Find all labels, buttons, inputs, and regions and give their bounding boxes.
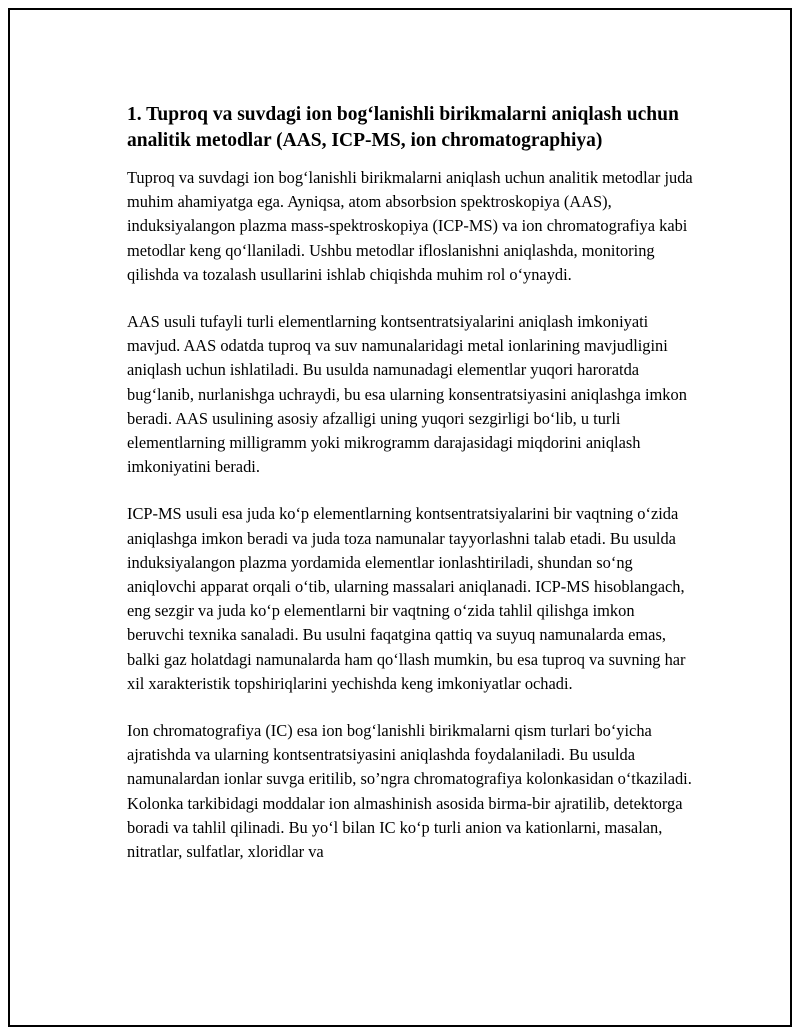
paragraph-aas: AAS usuli tufayli turli elementlarning kontsentratsiyalarini aniqlash imkoniyati mavjud. AAS odatda tuproq va suv namunalaridagi metal ionlarining mavjudligini aniqlash uchun ishlatiladi. Bu usulda namunadagi elementlar yuqori haroratda bug‘lanib, nurlanishga uchraydi, bu esa ularning konsentratsiyasini aniqlashga imkon beradi. AAS usulining asosiy afzalligi uning yuqori sezgirligi bo‘lib, u turli elementlarning milligramm yoki mikrogramm darajasidagi miqdorini aniqlash imkoniyatini beradi. [127, 312, 687, 477]
paragraph-intro: Tuproq va suvdagi ion bog‘lanishli birikmalarni aniqlash uchun analitik metodlar juda muhim ahamiyatga ega. Ayniqsa, atom absorbsion spektroskopiya (AAS), induksiyalangon plazma mass-spektroskopiya (ICP-MS) va ion chromatografiya kabi metodlar keng qo‘llaniladi. Ushbu metodlar ifloslanishni aniqlashda, monitoring qilishda va tozalash usullarini ishlab chiqishda muhim rol o‘ynaydi. [127, 168, 693, 284]
page-frame [8, 8, 792, 1027]
document-body [127, 102, 693, 887]
section-heading: 1. Tuproq va suvdagi ion bog‘lanishli birikmalarni aniqlash uchun analitik metodlar (AAS, ICP-MS, ion chromatographiya) [127, 104, 679, 151]
paragraph-ion-chromatography: Ion chromatografiya (IC) esa ion bog‘lanishli birikmalarni qism turlari bo‘yicha ajratishda va ularning kontsentratsiyasini aniqlashda foydalaniladi. Bu usulda namunalardan ionlar suvga eritilib, so’ngra chromatografiya kolonkasidan o‘tkaziladi. Kolonka tarkibidagi moddalar ion almashinish asosida birma-bir ajratilib, detektorga boradi va tahlil qilinadi. Bu yo‘l bilan IC ko‘p turli anion va kationlarni, masalan, nitratlar, sulfatlar, xloridlar va [127, 721, 692, 862]
paragraph-icp-ms: ICP-MS usuli esa juda ko‘p elementlarning kontsentratsiyalarini bir vaqtning o‘zida aniqlashga imkon beradi va juda toza namunalar tayyorlashni talab etadi. Bu usulda induksiyalangon plazma yordamida elementlar ionlashtiriladi, shundan so‘ng aniqlovchi apparat orqali o‘tib, ularning massalari aniqlanadi. ICP-MS hisoblangach, eng sezgir va juda ko‘p elementlarni bir vaqtning o‘zida tahlil qilishga imkon beruvchi texnika sanaladi. Bu usulni faqatgina qattiq va suyuq namunalarda emas, balki gaz holatdagi namunalarda ham qo‘llash mumkin, bu esa tuproq va suvning har xil xarakteristik topshiriqlarini yechishda keng imkoniyatlar ochadi. [127, 504, 686, 693]
